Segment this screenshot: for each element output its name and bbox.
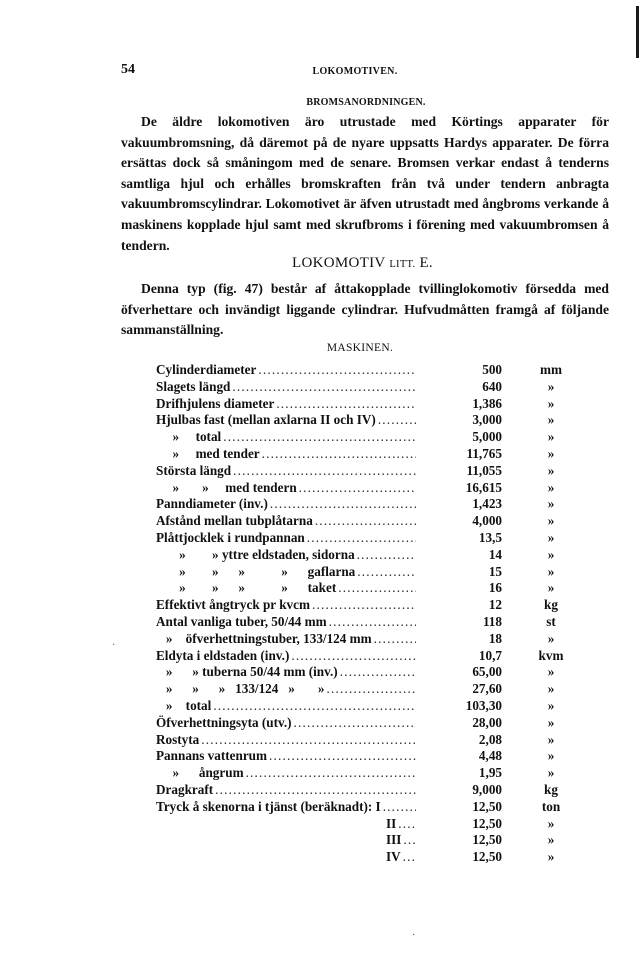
- row-value: 2,08: [478, 731, 502, 747]
- row-label-text: Slagets längd: [156, 378, 231, 394]
- row-label: [156, 816, 416, 833]
- page-edge-shadow: [636, 6, 639, 58]
- dot-leader: [270, 496, 416, 513]
- row-label-text: IV: [386, 849, 401, 865]
- table-row: [156, 832, 576, 849]
- table-row: [156, 765, 576, 782]
- dot-leader: [232, 379, 416, 396]
- dot-leader: [213, 698, 416, 715]
- table-row: [156, 564, 576, 581]
- row-label-text: » total: [156, 429, 222, 445]
- row-value: 65,00: [472, 664, 502, 680]
- table-row: [156, 631, 576, 648]
- row-unit: »: [547, 849, 555, 865]
- row-label-text: Pannans vattenrum: [156, 748, 268, 764]
- row-unit: »: [547, 462, 555, 478]
- row-label-text: » » » » taket: [156, 580, 337, 596]
- row-value: 1,386: [472, 395, 502, 411]
- table-row: [156, 429, 576, 446]
- row-label-text: Cylinderdiameter: [156, 362, 257, 377]
- table-row: [156, 681, 576, 698]
- row-label: [156, 480, 416, 497]
- row-unit: mm: [540, 362, 562, 377]
- row-value: 12,50: [472, 798, 502, 814]
- table-row: [156, 379, 576, 396]
- row-label-text: » ångrum: [156, 765, 244, 781]
- table-row: [156, 816, 576, 833]
- row-value: 1,423: [472, 496, 502, 512]
- row-value: 118: [482, 613, 502, 629]
- row-label: [156, 631, 416, 648]
- row-unit: »: [547, 529, 555, 545]
- row-value: 5,000: [472, 429, 502, 445]
- row-value: 11,765: [466, 445, 502, 461]
- table-row: [156, 580, 576, 597]
- dot-leader: [201, 732, 416, 749]
- row-label: [156, 732, 416, 749]
- row-label-text: Effektivt ångtryck pr kvcm: [156, 597, 310, 613]
- row-unit: »: [547, 395, 555, 411]
- row-unit: »: [547, 765, 555, 781]
- row-unit: »: [547, 580, 555, 596]
- row-unit: »: [547, 748, 555, 764]
- row-label: [156, 446, 416, 463]
- row-unit: kg: [544, 781, 558, 797]
- row-label-text: Största längd: [156, 462, 232, 478]
- row-unit: kg: [544, 597, 558, 613]
- row-value: 28,00: [472, 714, 502, 730]
- table-row: [156, 463, 576, 480]
- chapter-title-main: LOKOMOTIV: [292, 255, 390, 271]
- row-label-text: » » med tendern: [156, 479, 297, 495]
- row-value: 14: [488, 546, 502, 562]
- row-label: [156, 597, 416, 614]
- table-row: [156, 748, 576, 765]
- dot-leader: [233, 463, 416, 480]
- spec-table: [156, 362, 576, 866]
- table-row: [156, 799, 576, 816]
- dot-leader: [383, 799, 416, 816]
- page-number: 54: [121, 62, 135, 77]
- table-row: [156, 614, 576, 631]
- row-label-text: Hjulbas fast (mellan axlarna II och IV): [156, 412, 376, 428]
- row-unit: kvm: [538, 647, 564, 663]
- row-label: [156, 379, 416, 396]
- row-value: 3,000: [472, 412, 502, 428]
- table-row: [156, 513, 576, 530]
- row-value: 15: [488, 563, 502, 579]
- table-title: MASKINEN.: [326, 342, 394, 354]
- row-label-text: » öfverhettningstuber, 133/124 mm: [156, 630, 372, 646]
- row-label: [156, 748, 416, 765]
- dot-leader: [223, 429, 416, 446]
- chapter-title: [0, 255, 640, 272]
- row-label: [156, 362, 416, 379]
- row-value: 12: [488, 597, 502, 613]
- dot-leader: [262, 446, 416, 463]
- table-row: [156, 547, 576, 564]
- row-value: 10,7: [478, 647, 502, 663]
- row-unit: »: [547, 815, 555, 831]
- row-unit: »: [547, 664, 555, 680]
- dot-leader: [374, 631, 416, 648]
- row-unit: »: [547, 412, 555, 428]
- table-row: [156, 664, 576, 681]
- dot-leader: [357, 564, 416, 581]
- dot-leader: [269, 748, 416, 765]
- table-row: [156, 597, 576, 614]
- dot-leader: [398, 816, 416, 833]
- row-unit: »: [547, 731, 555, 747]
- intro-paragraph: [121, 279, 609, 341]
- dot-leader: [276, 396, 416, 413]
- row-value: 16: [488, 580, 502, 596]
- dot-leader: [246, 765, 416, 782]
- row-unit: »: [547, 496, 555, 512]
- dot-leader: [312, 597, 416, 614]
- row-value: 640: [482, 378, 502, 394]
- row-unit: »: [547, 546, 555, 562]
- row-label: [156, 799, 416, 816]
- row-value: 500: [482, 362, 502, 377]
- row-unit: »: [547, 513, 555, 529]
- row-label-text: » » » 133/124 » »: [156, 681, 325, 697]
- row-label-text: Öfverhettningsyta (utv.): [156, 714, 292, 730]
- row-label: [156, 396, 416, 413]
- row-label: [156, 765, 416, 782]
- row-label-text: » » » » gaflarna: [156, 563, 356, 579]
- dot-leader: [340, 664, 416, 681]
- row-label-text: Afstånd mellan tubplåtarna: [156, 513, 313, 529]
- running-head: LOKOMOTIVEN.: [312, 66, 398, 77]
- table-row: [156, 849, 576, 866]
- row-label: [156, 429, 416, 446]
- table-row: [156, 648, 576, 665]
- row-label-text: » » tuberna 50/44 mm (inv.): [156, 664, 338, 680]
- row-value: 11,055: [466, 462, 502, 478]
- row-label-text: Dragkraft: [156, 781, 214, 797]
- row-label-text: Rostyta: [156, 731, 200, 747]
- table-row: [156, 412, 576, 429]
- table-row: [156, 362, 576, 379]
- table-row: [156, 480, 576, 497]
- row-label: [156, 496, 416, 513]
- dot-leader: [307, 530, 416, 547]
- row-value: 27,60: [472, 681, 502, 697]
- row-unit: »: [547, 714, 555, 730]
- row-label: [156, 782, 416, 799]
- row-value: 12,50: [472, 832, 502, 848]
- dot-leader: [403, 832, 416, 849]
- section-heading: BROMSANORDNINGEN.: [306, 97, 426, 108]
- table-row: [156, 698, 576, 715]
- table-row: [156, 396, 576, 413]
- table-row: [156, 446, 576, 463]
- dot-leader: [378, 412, 416, 429]
- dot-leader: [403, 849, 416, 866]
- row-value: 13,5: [478, 529, 502, 545]
- table-row: [156, 715, 576, 732]
- row-label: [156, 681, 416, 698]
- dot-leader: [327, 681, 416, 698]
- row-label-text: Antal vanliga tuber, 50/44 mm: [156, 613, 327, 629]
- row-value: 12,50: [472, 849, 502, 865]
- row-unit: »: [547, 445, 555, 461]
- row-value: 12,50: [472, 815, 502, 831]
- chapter-title-letter: E.: [415, 255, 433, 271]
- row-label: [156, 547, 416, 564]
- row-label-text: II: [386, 815, 397, 831]
- row-label-text: » » yttre eldstaden, sidorna: [156, 546, 355, 562]
- row-label: [156, 664, 416, 681]
- row-label: [156, 849, 416, 866]
- row-label: [156, 530, 416, 547]
- row-label: [156, 513, 416, 530]
- row-unit: »: [547, 429, 555, 445]
- row-unit: »: [547, 630, 555, 646]
- row-label-text: Eldyta i eldstaden (inv.): [156, 647, 290, 663]
- row-label-text: » total: [156, 697, 212, 713]
- dot-leader: [294, 715, 416, 732]
- intro-paragraph-text: Denna typ (fig. 47) består af åttakopplade tvillinglokomotiv försedda med öfverhettare och invändigt liggande cylindrar. Hufvudmåtten framgå af följande sammanställning.: [121, 281, 609, 338]
- dot-leader: [215, 782, 416, 799]
- brake-paragraph: [121, 112, 609, 256]
- row-label-text: Drifhjulens diameter: [156, 395, 275, 411]
- row-label: [156, 412, 416, 429]
- row-label-text: » med tender: [156, 445, 260, 461]
- stray-dot: ·: [112, 640, 116, 651]
- row-label-text: Tryck å skenorna i tjänst (beräknadt): I: [156, 798, 381, 814]
- row-unit: »: [547, 697, 555, 713]
- chapter-title-litt: LITT.: [389, 259, 416, 270]
- row-label-text: III: [386, 832, 402, 848]
- table-row: [156, 496, 576, 513]
- row-label-text: Panndiameter (inv.): [156, 496, 268, 512]
- dot-leader: [338, 580, 416, 597]
- row-label: [156, 648, 416, 665]
- table-row: [156, 732, 576, 749]
- row-label: [156, 564, 416, 581]
- dot-leader: [291, 648, 416, 665]
- row-value: 18: [488, 630, 502, 646]
- row-label: [156, 832, 416, 849]
- row-value: 103,30: [465, 697, 502, 713]
- table-row: [156, 782, 576, 799]
- dot-leader: [315, 513, 416, 530]
- row-label: [156, 463, 416, 480]
- row-label: [156, 715, 416, 732]
- row-unit: ton: [541, 798, 561, 814]
- stray-dot: ·: [412, 930, 416, 941]
- row-label: [156, 698, 416, 715]
- row-value: 4,48: [478, 748, 502, 764]
- row-value: 16,615: [465, 479, 502, 495]
- row-unit: »: [547, 479, 555, 495]
- row-label: [156, 580, 416, 597]
- row-unit: »: [547, 681, 555, 697]
- table-row: [156, 530, 576, 547]
- row-unit: st: [546, 613, 556, 629]
- row-unit: »: [547, 832, 555, 848]
- brake-paragraph-text: De äldre lokomotiven äro utrustade med Körtings apparater för vakuumbromsning, då däremot på de nyare uppsatts Hardys apparater. De förra ersättas dock så småningom med de senare. Bromsen verkar endast å tenderns samtliga hjul och erhålles bromskraften från två under tendern anbragta vakuumbromscylindrar. Lokomotivet är äfven utrustadt med ångbroms verkande å maskinens kopplade hjul samt med skrufbroms i förening med vakuumbromsen å tendern.: [121, 114, 609, 253]
- dot-leader: [299, 480, 416, 497]
- row-label-text: Plåttjocklek i rundpannan: [156, 529, 305, 545]
- row-value: 4,000: [472, 513, 502, 529]
- row-unit: »: [547, 378, 555, 394]
- row-value: 9,000: [472, 781, 502, 797]
- row-value: 1,95: [478, 765, 502, 781]
- dot-leader: [329, 614, 416, 631]
- row-unit: »: [547, 563, 555, 579]
- row-label: [156, 614, 416, 631]
- dot-leader: [258, 362, 416, 379]
- dot-leader: [357, 547, 416, 564]
